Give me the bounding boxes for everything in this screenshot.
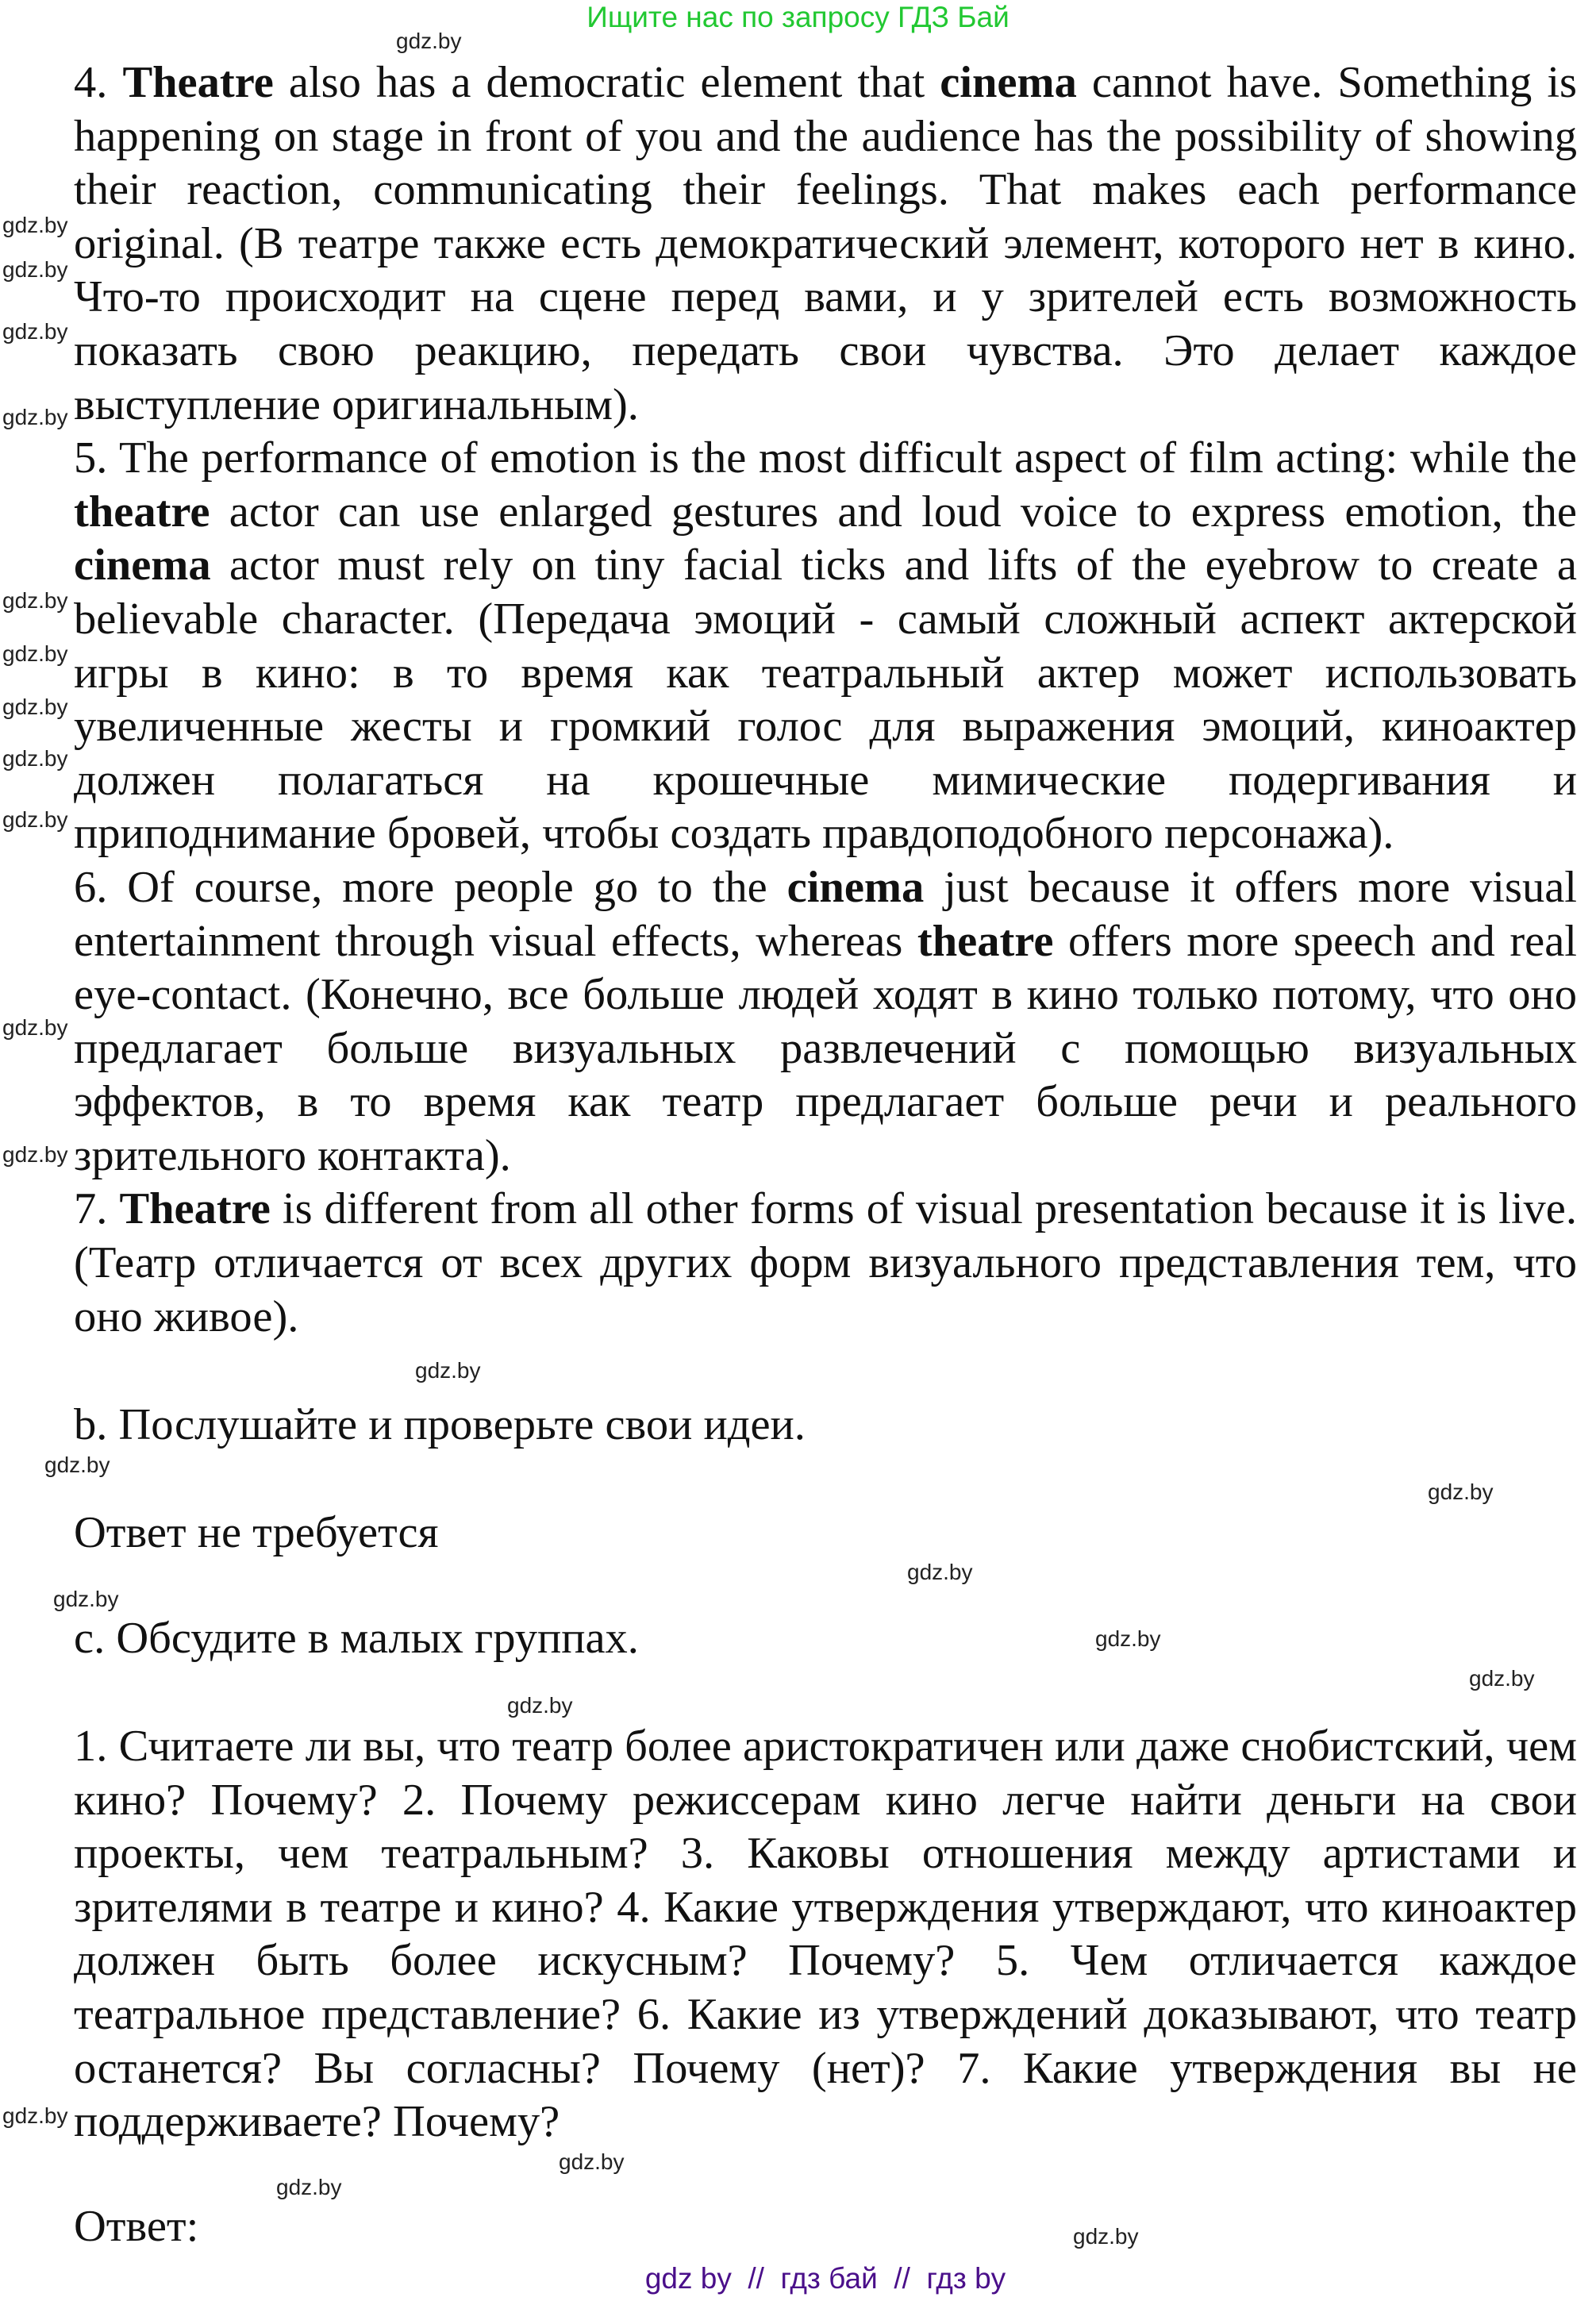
spacer bbox=[74, 1344, 1577, 1399]
text: offers more speech and real eye-contact. (Конечно, все больше людей ходят в кино только потому, что оно предлагает больше визуальных развлечений с помощью визуальных эффектов, в то время как театр предлагает больше речи и реального зрительного контакта). bbox=[74, 916, 1578, 1180]
paragraph-6 bbox=[2, 861, 1578, 1183]
watermark: gdz.by bbox=[1095, 1626, 1161, 1652]
bold-term: theatre bbox=[917, 916, 1054, 966]
text: also has a democratic element that bbox=[273, 58, 940, 107]
text: 6. Of course, more people go to the bbox=[74, 862, 787, 912]
bold-term: Theatre bbox=[119, 1184, 271, 1234]
watermark: gdz.by bbox=[2, 213, 68, 237]
watermark: gdz.by bbox=[2, 746, 68, 771]
watermark: gdz.by bbox=[2, 319, 68, 344]
text: 1. Считаете ли вы, что театр более аристократичен или даже снобистский, чем кино? Почему? 2. Почему режиссерам кино легче найти деньги на свои проекты, чем театральным? 3. Каковы отношения между артистами и зрителями в театре и кино? 4. Какие утверждения утверждают, что киноактер должен быть более искусным? Почему? 5. Чем отличается каждое театральное представление? 6. Какие из утверждений доказывают, что театр останется? Вы согласны? Почему (нет)? 7. Какие утверждения вы не поддерживаете? Почему? bbox=[74, 1722, 1577, 2147]
watermark: gdz.by bbox=[2, 1014, 68, 1040]
text: cannot have. Something is happening on stage in front of you and the audience has the possibility of showing their reaction, communicating their feelings. That makes each performance original. (В театре также есть демократический элемент, которого нет в кино. Что-то происходит на сцене перед вами, и у зрителей есть возможность показать свою реакцию, передать свои чувства. Это делает каждое выступление оригинальным). bbox=[74, 58, 1578, 429]
search-banner: Ищите нас по запросу ГДЗ Бай bbox=[586, 1, 1010, 33]
text: 7. bbox=[74, 1184, 120, 1234]
watermark: gdz.by bbox=[2, 588, 68, 614]
paragraph-5 bbox=[2, 432, 1577, 861]
watermark: gdz.by bbox=[396, 29, 462, 53]
task-c-row bbox=[74, 1612, 1577, 1666]
watermark: gdz.by bbox=[44, 1452, 110, 1477]
watermark: gdz.by bbox=[2, 1141, 68, 1167]
text: 4. bbox=[74, 58, 123, 107]
spacer bbox=[74, 1666, 1577, 1720]
watermark: gdz.by bbox=[415, 1358, 481, 1383]
text: actor must rely on tiny facial ticks and lifts of the eyebrow to create a believable character. (Передача эмоций - самый сложный аспект актерской игры в кино: в то время как театральный актер может использовать увеличенные жесты и громкий голос для выражения эмоций, киноактер должен полагаться на крошечные мимические подергивания и приподнимание бровей, чтобы создать правдоподобного персонажа). bbox=[74, 541, 1577, 859]
watermark: gdz.by bbox=[2, 807, 68, 833]
answer-c: Ответ: bbox=[74, 2201, 199, 2251]
paragraph-4 bbox=[2, 56, 1578, 432]
spacer bbox=[74, 2149, 1577, 2200]
answer-b: Ответ не требуется bbox=[74, 1507, 439, 1557]
text: just because it offers more visual entertainment through visual effects, whereas bbox=[74, 862, 1577, 966]
watermark: gdz.by bbox=[276, 2174, 342, 2199]
watermark: gdz.by bbox=[1469, 1666, 1535, 1691]
watermark: gdz.by bbox=[1428, 1479, 1494, 1504]
document-body bbox=[2, 56, 1578, 2296]
footer bbox=[74, 2261, 1577, 2296]
watermark: gdz.by bbox=[507, 1693, 573, 1718]
watermark: gdz.by bbox=[2, 641, 68, 667]
footer-links[interactable]: gdz by // гдз бай // гдз by bbox=[644, 2262, 1006, 2295]
task-b: b. Послушайте и проверьте свои идеи. bbox=[74, 1400, 806, 1450]
bold-term: cinema bbox=[786, 862, 925, 912]
watermark: gdz.by bbox=[2, 257, 68, 282]
bold-term: theatre bbox=[74, 487, 210, 537]
watermark: gdz.by bbox=[1073, 2223, 1139, 2249]
discussion-questions bbox=[2, 1720, 1577, 2149]
bold-term: cinema bbox=[940, 58, 1077, 107]
watermark: gdz.by bbox=[907, 1560, 973, 1585]
answer-c-row bbox=[74, 2200, 1577, 2254]
watermark: gdz.by bbox=[2, 2103, 68, 2129]
watermark: gdz.by bbox=[559, 2149, 625, 2174]
paragraph-7 bbox=[74, 1183, 1577, 1344]
spacer bbox=[53, 1560, 1577, 1612]
text: 5. The performance of emotion is the most difficult aspect of film acting: while the bbox=[74, 433, 1577, 483]
task-c: c. Обсудите в малых группах. bbox=[74, 1614, 639, 1664]
bold-term: cinema bbox=[74, 541, 211, 591]
watermark: gdz.by bbox=[53, 1587, 119, 1612]
watermark: gdz.by bbox=[2, 405, 68, 429]
spacer bbox=[44, 1452, 1577, 1506]
bold-term: Theatre bbox=[122, 58, 274, 107]
watermark: gdz.by bbox=[2, 695, 68, 720]
text: actor can use enlarged gestures and loud voice to express emotion, the bbox=[210, 487, 1577, 537]
text: is different from all other forms of visual presentation because it is live. (Театр отличается от всех других форм визуального представления тем, что оно живое). bbox=[74, 1184, 1577, 1341]
